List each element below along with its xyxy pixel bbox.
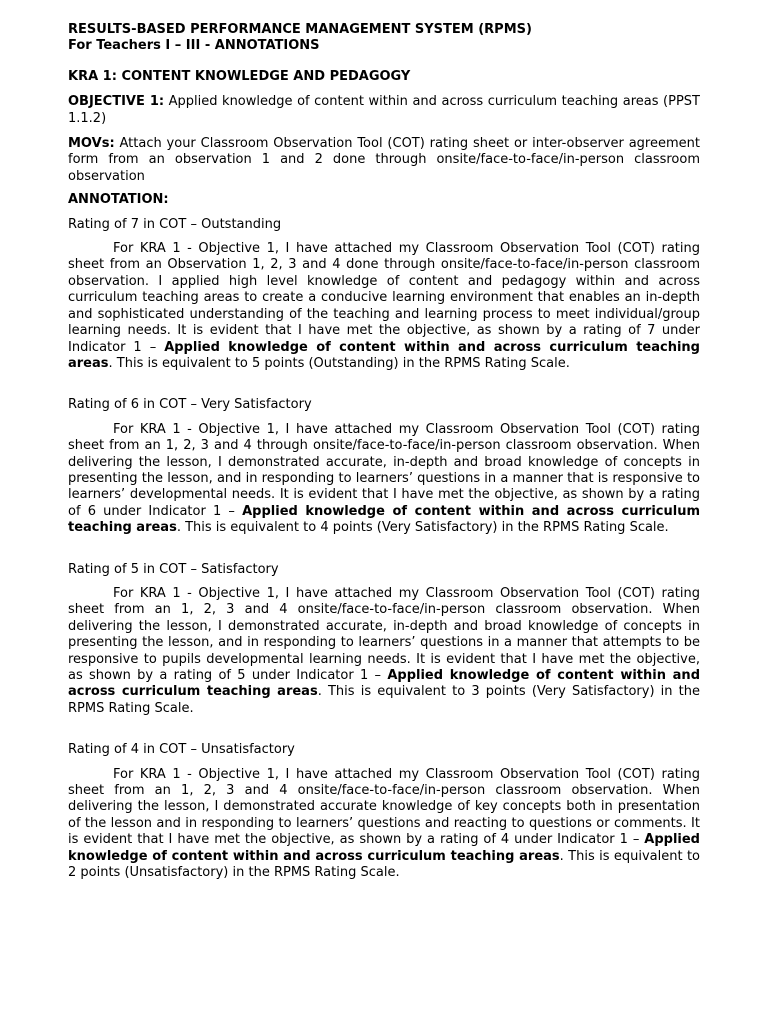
objective-paragraph bbox=[68, 94, 700, 127]
rating-7-equivalent: . This is equivalent to 5 points (Outstanding) in the RPMS Rating Scale. bbox=[108, 355, 570, 371]
rating-6-body bbox=[68, 422, 700, 537]
rating-5-body bbox=[68, 586, 700, 717]
rating-4-text: For KRA 1 - Objective 1, I have attached my Classroom Observation Tool (COT) rating sheet from an 1, 2, 3 and 4 onsite/face-to-face/in-person classroom observation. When delivering the lesson, I demonstrated accurate knowledge of key concepts both in presentation of the lesson and in responding to learners’ questions and reacting to questions or comments. It is evident that I have met the objective, as shown by a rating of 4 under Indicator 1 – bbox=[68, 766, 700, 848]
rating-5-equivalent: . This is equivalent to 3 points (Very Satisfactory) in the RPMS Rating Scale. bbox=[68, 684, 701, 716]
rating-4-indicator: Applied knowledge of content within and across curriculum teaching areas bbox=[68, 832, 700, 864]
rating-7-body bbox=[68, 241, 700, 372]
rating-4-label: Rating of 4 in COT – Unsatisfactory bbox=[68, 742, 295, 758]
objective-label: OBJECTIVE 1: bbox=[68, 94, 165, 110]
rating-7-label: Rating of 7 in COT – Outstanding bbox=[68, 216, 282, 232]
title-line-1: RESULTS-BASED PERFORMANCE MANAGEMENT SYSTEM (RPMS) bbox=[68, 22, 532, 37]
document-page bbox=[68, 22, 700, 881]
movs-paragraph bbox=[68, 136, 700, 185]
rating-6-indicator: Applied knowledge of content within and across curriculum teaching areas bbox=[68, 503, 700, 536]
rating-6-text: For KRA 1 - Objective 1, I have attached my Classroom Observation Tool (COT) rating sheet from an 1, 2, 3 and 4 through onsite/face-to-face/in-person classroom observation. When delivering the lesson, I demonstrated accurate, in-depth and broad knowledge of concepts in presenting the lesson, and in responding to learners’ questions in a manner that is responsive to learners’ developmental needs. It is evident that I have met the objective, as shown by a rating of 6 under Indicator 1 – bbox=[68, 421, 700, 519]
rating-5-text: For KRA 1 - Objective 1, I have attached my Classroom Observation Tool (COT) rating sheet from an 1, 2, 3 and 4 onsite/face-to-face/in-person classroom observation. When delivering the lesson, I demonstrated accurate, in-depth and broad knowledge of concepts in presenting the lesson, and in responding to learners’ questions in a manner that attempts to be responsive to pupils developmental learning needs. It is evident that I have met the objective, as shown by a rating of 5 under Indicator 1 – bbox=[68, 585, 700, 683]
title-line-2: For Teachers I – III - ANNOTATIONS bbox=[68, 38, 320, 54]
rating-7-indicator: Applied knowledge of content within and across curriculum teaching areas bbox=[68, 339, 700, 371]
rating-6-equivalent: . This is equivalent to 4 points (Very Satisfactory) in the RPMS Rating Scale. bbox=[176, 520, 669, 536]
movs-label: MOVs: bbox=[68, 136, 115, 152]
annotation-heading: ANNOTATION: bbox=[68, 192, 169, 208]
rating-5-label: Rating of 5 in COT – Satisfactory bbox=[68, 561, 279, 577]
rating-6-label: Rating of 6 in COT – Very Satisfactory bbox=[68, 397, 312, 413]
movs-text: Attach your Classroom Observation Tool (COT) rating sheet or inter-observer agreement form from an observation 1 and 2 done through onsite/face-to-face/in-person classroom observation bbox=[68, 136, 700, 184]
rating-5-indicator: Applied knowledge of content within and across curriculum teaching areas bbox=[68, 668, 700, 700]
rating-4-equivalent: . This is equivalent to 2 points (Unsatisfactory) in the RPMS Rating Scale. bbox=[68, 848, 700, 881]
rating-7-text: For KRA 1 - Objective 1, I have attached my Classroom Observation Tool (COT) rating sheet from an Observation 1, 2, 3 and 4 done through onsite/face-to-face/in-person classroom observation. I applied high level knowledge of content and pedagogy within and across curriculum teaching areas to create a conducive learning environment that enables an in-depth and sophisticated understanding of the teaching and learning process to meet individual/group learning needs. It is evident that I have met the objective, as shown by a rating of 7 under Indicator 1 – bbox=[68, 241, 700, 355]
rating-4-body bbox=[68, 767, 700, 882]
kra-heading: KRA 1: CONTENT KNOWLEDGE AND PEDAGOGY bbox=[68, 68, 411, 84]
objective-text: Applied knowledge of content within and across curriculum teaching areas (PPST 1.1.2) bbox=[68, 94, 700, 126]
document-title bbox=[68, 22, 700, 55]
